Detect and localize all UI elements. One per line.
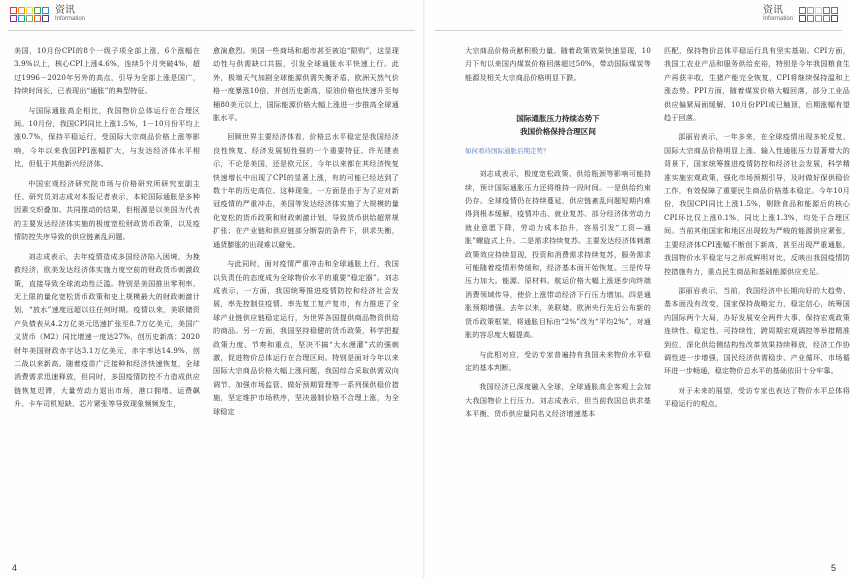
section-title-cn: 资讯 <box>762 5 783 16</box>
right-column-2 <box>664 44 850 554</box>
section-title-cn: 资讯 <box>55 5 75 16</box>
section-title-en: Information <box>762 16 793 22</box>
paragraph: 与国际通胀高企相比，我国物价总体运行在合理区间。10月份，我国CPI同比上涨1.5%，1－10月份平均上涨0.7%，保持平稳运行，受国际大宗商品价格上涨等影响，今年以来我国PPI涨幅扩大，与发达经济体水平相比，但低于其他新兴经济体。 <box>14 105 200 169</box>
paragraph: 回顾世界主要经济体看，价格总水平稳定是我国经济良性恢复、经济发展韧性强的一个重要特征。许光建表示，不论是美国，还是欧元区，今年以来都在其经济恢复快速增长中出现了CPI的显著上涨，有的可能已经达到了数十年的历史高位。这种现象，一方面是由于为了应对新冠疫情的严重冲击，美国等发达经济体实施了大规模的量化宽松的货币政策和财政刺激计划，导致货币供给超常规扩张；在产业链和供应链部分断裂的条件下，供求失衡，通货膨胀的出现难以避免。 <box>213 132 399 249</box>
paragraph: 对于未来的展望，受访专家也表达了物价水平总体将平稳运行的观点。 <box>664 385 850 409</box>
logo-square <box>42 15 49 22</box>
subheading-line-2: 我国价格保持合理区间 <box>520 127 596 137</box>
right-header <box>763 6 838 22</box>
right-column-1-bottom <box>465 167 651 420</box>
logo-square <box>831 15 838 22</box>
logo-square <box>18 7 25 14</box>
left-columns <box>14 44 399 554</box>
logo-square <box>26 15 33 22</box>
section-title <box>763 6 793 22</box>
logo-square <box>807 15 814 22</box>
paragraph: 大宗商品价格贡献积极力量。随着政策效果快速显现，10月下旬以来国内煤炭价格回落超过50%，带动国际煤炭等能源及相关大宗商品价格明显下跌。 <box>465 46 651 82</box>
page-number: 5 <box>830 563 836 573</box>
color-squares-logo-icon <box>10 7 49 22</box>
logo-square <box>42 7 49 14</box>
logo-square <box>799 15 806 22</box>
right-column-1 <box>465 44 651 554</box>
paragraph: 中国宏观经济研究院市场与价格研究所研究室副主任、研究员刘志成对本报记者表示，本轮国际通胀是多种因素交织叠加、共同推动的结果，但根源是以美国为代表的主要发达经济体实施的极度宽松财政货币政策，以及疫情防控失序导致的供应链紊乱问题。 <box>14 178 200 242</box>
left-column-2 <box>213 44 399 554</box>
right-columns <box>465 44 850 554</box>
header-rule <box>8 30 415 31</box>
logo-square <box>34 15 41 22</box>
logo-square <box>10 7 17 14</box>
logo-square <box>10 15 17 22</box>
paragraph: 美国，10月份CPI的8个一级子项全部上涨，6个涨幅在3.9%以上，核心CPI上涨4.6%，连续5个月突破4%，超过1996－2020年另外的高点，引导为全部上涨是国广，持续时间长，已表现出“通胀”的典型特征。 <box>14 46 200 96</box>
subheading-line-1: 国际通胀压力持续态势下 <box>516 114 600 124</box>
question-line: 如何看待国际通胀后期走势？ <box>465 147 550 156</box>
section-title-en: Information <box>55 16 86 22</box>
right-page <box>425 0 850 578</box>
left-header <box>10 6 85 22</box>
subheading <box>465 112 651 138</box>
paragraph: 邵丽岩表示，一年多来，在全球疫情出现多轮反复、国际大宗商品价格明显上涨、输入性通胀压力显著增大的背景下，国家统筹推进疫情防控和经济社会发展，科学精准实施宏观政策，强化市场预期引导，及时做好保供稳价工作，有效保障了重要民生商品价格基本稳定。今年10月份，我国CPI同比上涨1.5%，剔除食品和能源后的核心CPI环比仅上涨0.1%，同比上涨1.3%，均处于合理区间。当前其他国家和地区出现较为严峻的能源供应紧张，主要经济体CPI涨幅不断创下新高，甚至出现严重通胀，我国物价水平稳定与之形成鲜明对比，反映出我国疫情防控措施有力，重点民生商品和基础能源供应充足。 <box>664 132 850 276</box>
paragraph: 我国经济已深度融入全球，全球通胀高企客观上会加大我国物价上行压力。刘志成表示，但当前我国总供求基本平衡，货币供应量同名义经济增速基本 <box>465 382 651 419</box>
logo-square <box>823 7 830 14</box>
logo-square <box>18 15 25 22</box>
logo-square <box>34 7 41 14</box>
paragraph: 愈演愈烈。美国一些商场和超市甚至被迫“限购”，这显现动性与供需缺口共振，引发全球通胀水平快速上行。此外，极端天气加剧全球能源供需失衡矛盾，欧洲天然气价格一度暴涨10倍，并创历史新高，原油价格也快速升至每桶80美元以上，国际能源价格大幅上涨进一步推高全球通胀水平。 <box>213 46 399 123</box>
logo-square <box>26 7 33 14</box>
header-rule <box>435 30 842 31</box>
paragraph: 刘志成表示，去年疫情造成多国经济陷入困境，为挽救经济，欧美发达经济体实施力度空前的财政货币刺激政策，直接导致全球流动性泛滥。特别是美国推出零利率、无上限的量化宽松货币政策和史上规模最大的财政刺激计划，“放水”速度远超以往任何时期。疫情以来，美联储资产负债表从4.2万亿美元迅速扩张至8.7万亿美元，美国广义货币（M2）同比增速一度达27%，创历史新高；2020财年美国财政赤字达3.1万亿美元，赤字率达14.9%，创二战以来新高。随着疫苗广泛接种和经济快速恢复，全球消费需求迅速释放，但同时，多国疫情防控不力造成供应链恢复迟滞，大量劳动力退出市场，港口拥堵、运费飙升、卡车司机短缺、芯片紧张等导致现象频频发生， <box>14 251 200 409</box>
right-column-1-top <box>465 44 651 84</box>
logo-square <box>799 7 806 14</box>
section-title <box>55 6 85 22</box>
paragraph: 匹配，保持物价总体平稳运行具有坚实基础。CPI方面，我国工农业产品和服务供给充裕，特别是今年我国粮食生产再获丰收，生猪产能完全恢复，CPI将继续保持温和上涨态势。PPI方面，随着煤炭价格大幅回落，部分工业品供应偏紧局面缓解，10月份PPI或已触顶，后期涨幅有望趋于回落。 <box>664 46 850 123</box>
logo-square <box>815 15 822 22</box>
logo-square <box>815 7 822 14</box>
left-column-1 <box>14 44 200 554</box>
paragraph: 与此同时，面对疫情严重冲击和全球通胀上行，我国以负责任的态度成为全球物价水平的重要“稳定器”。刘志成表示，一方面，我国统筹推进疫情防控和经济社会发展，率先控制住疫情、率先复工复产复市，有力推进了全球产业链供应链稳定运行，为世界各国提供商品物资供给的商品。另一方面，我国坚持稳健的货币政策，科学把握政策力度、节奏和重点，坚决不搞“大水漫灌”式的强刺激，促进物价总体运行在合理区间。特别是面对今年以来国际大宗商品价格大幅上涨问题，我国综合采取供需双向调节、加强市场监管、做好预期管理等一系列保供稳价措施，坚定维护市场秩序，坚决遏制价格不合理上涨，为全球稳定 <box>213 259 399 416</box>
page-number: 4 <box>12 563 18 573</box>
paragraph: 刘志成表示，极度宽松政策、供给瓶颈等影响可能持续，预计国际通胀压力还将维持一段时间。一是供给约束仍存。全球疫情仍在持续蔓延，供应链紊乱问题短期内难得到根本缓解，疫情冲击、就业复苏、部分经济体劳动力就业意愿下降，劳动力成本抬升，容易引发“工资—通胀”螺旋式上升。二是需求持续复苏。主要发达经济体刺激政策效应持续显现，投资和消费需求持续复苏，服务需求可能随着疫情形势缓和，经济基本面开始恢复。三是传导压力加大。能源、原材料、航运价格大幅上涨逐步向终端消费领域传导，使价上涨带动经济下行压力增加。四是通胀预期增强。去年以来，美联储、欧洲央行先后公布新的货币政策框架，将通胀目标由“2%”改为“平均2%”，对通胀的容忍度大幅提高。 <box>465 169 651 340</box>
paragraph: 邵丽岩表示，当前，我国经济中长期向好的大趋势、基本面没有改变，国家保持战略定力，稳定信心，统筹国内国际两个大局，办好发展安全两件大事，保持宏观政策连续性、稳定性、可持续性，跨周期宏观调控等举措精准到位，深化供给侧结构性改革效果持续释放，经济工作协调性进一步增强，国民经济供需稳步、产业循环、市场循环进一步畅通，稳定物价总水平的基础依旧十分牢靠。 <box>664 285 850 376</box>
color-squares-logo-icon <box>799 7 838 22</box>
logo-square <box>831 7 838 14</box>
logo-square <box>807 7 814 14</box>
logo-square <box>823 15 830 22</box>
paragraph: 与此相对应，受访专家普遍持有我国未来物价水平稳定的基本判断。 <box>465 349 651 372</box>
